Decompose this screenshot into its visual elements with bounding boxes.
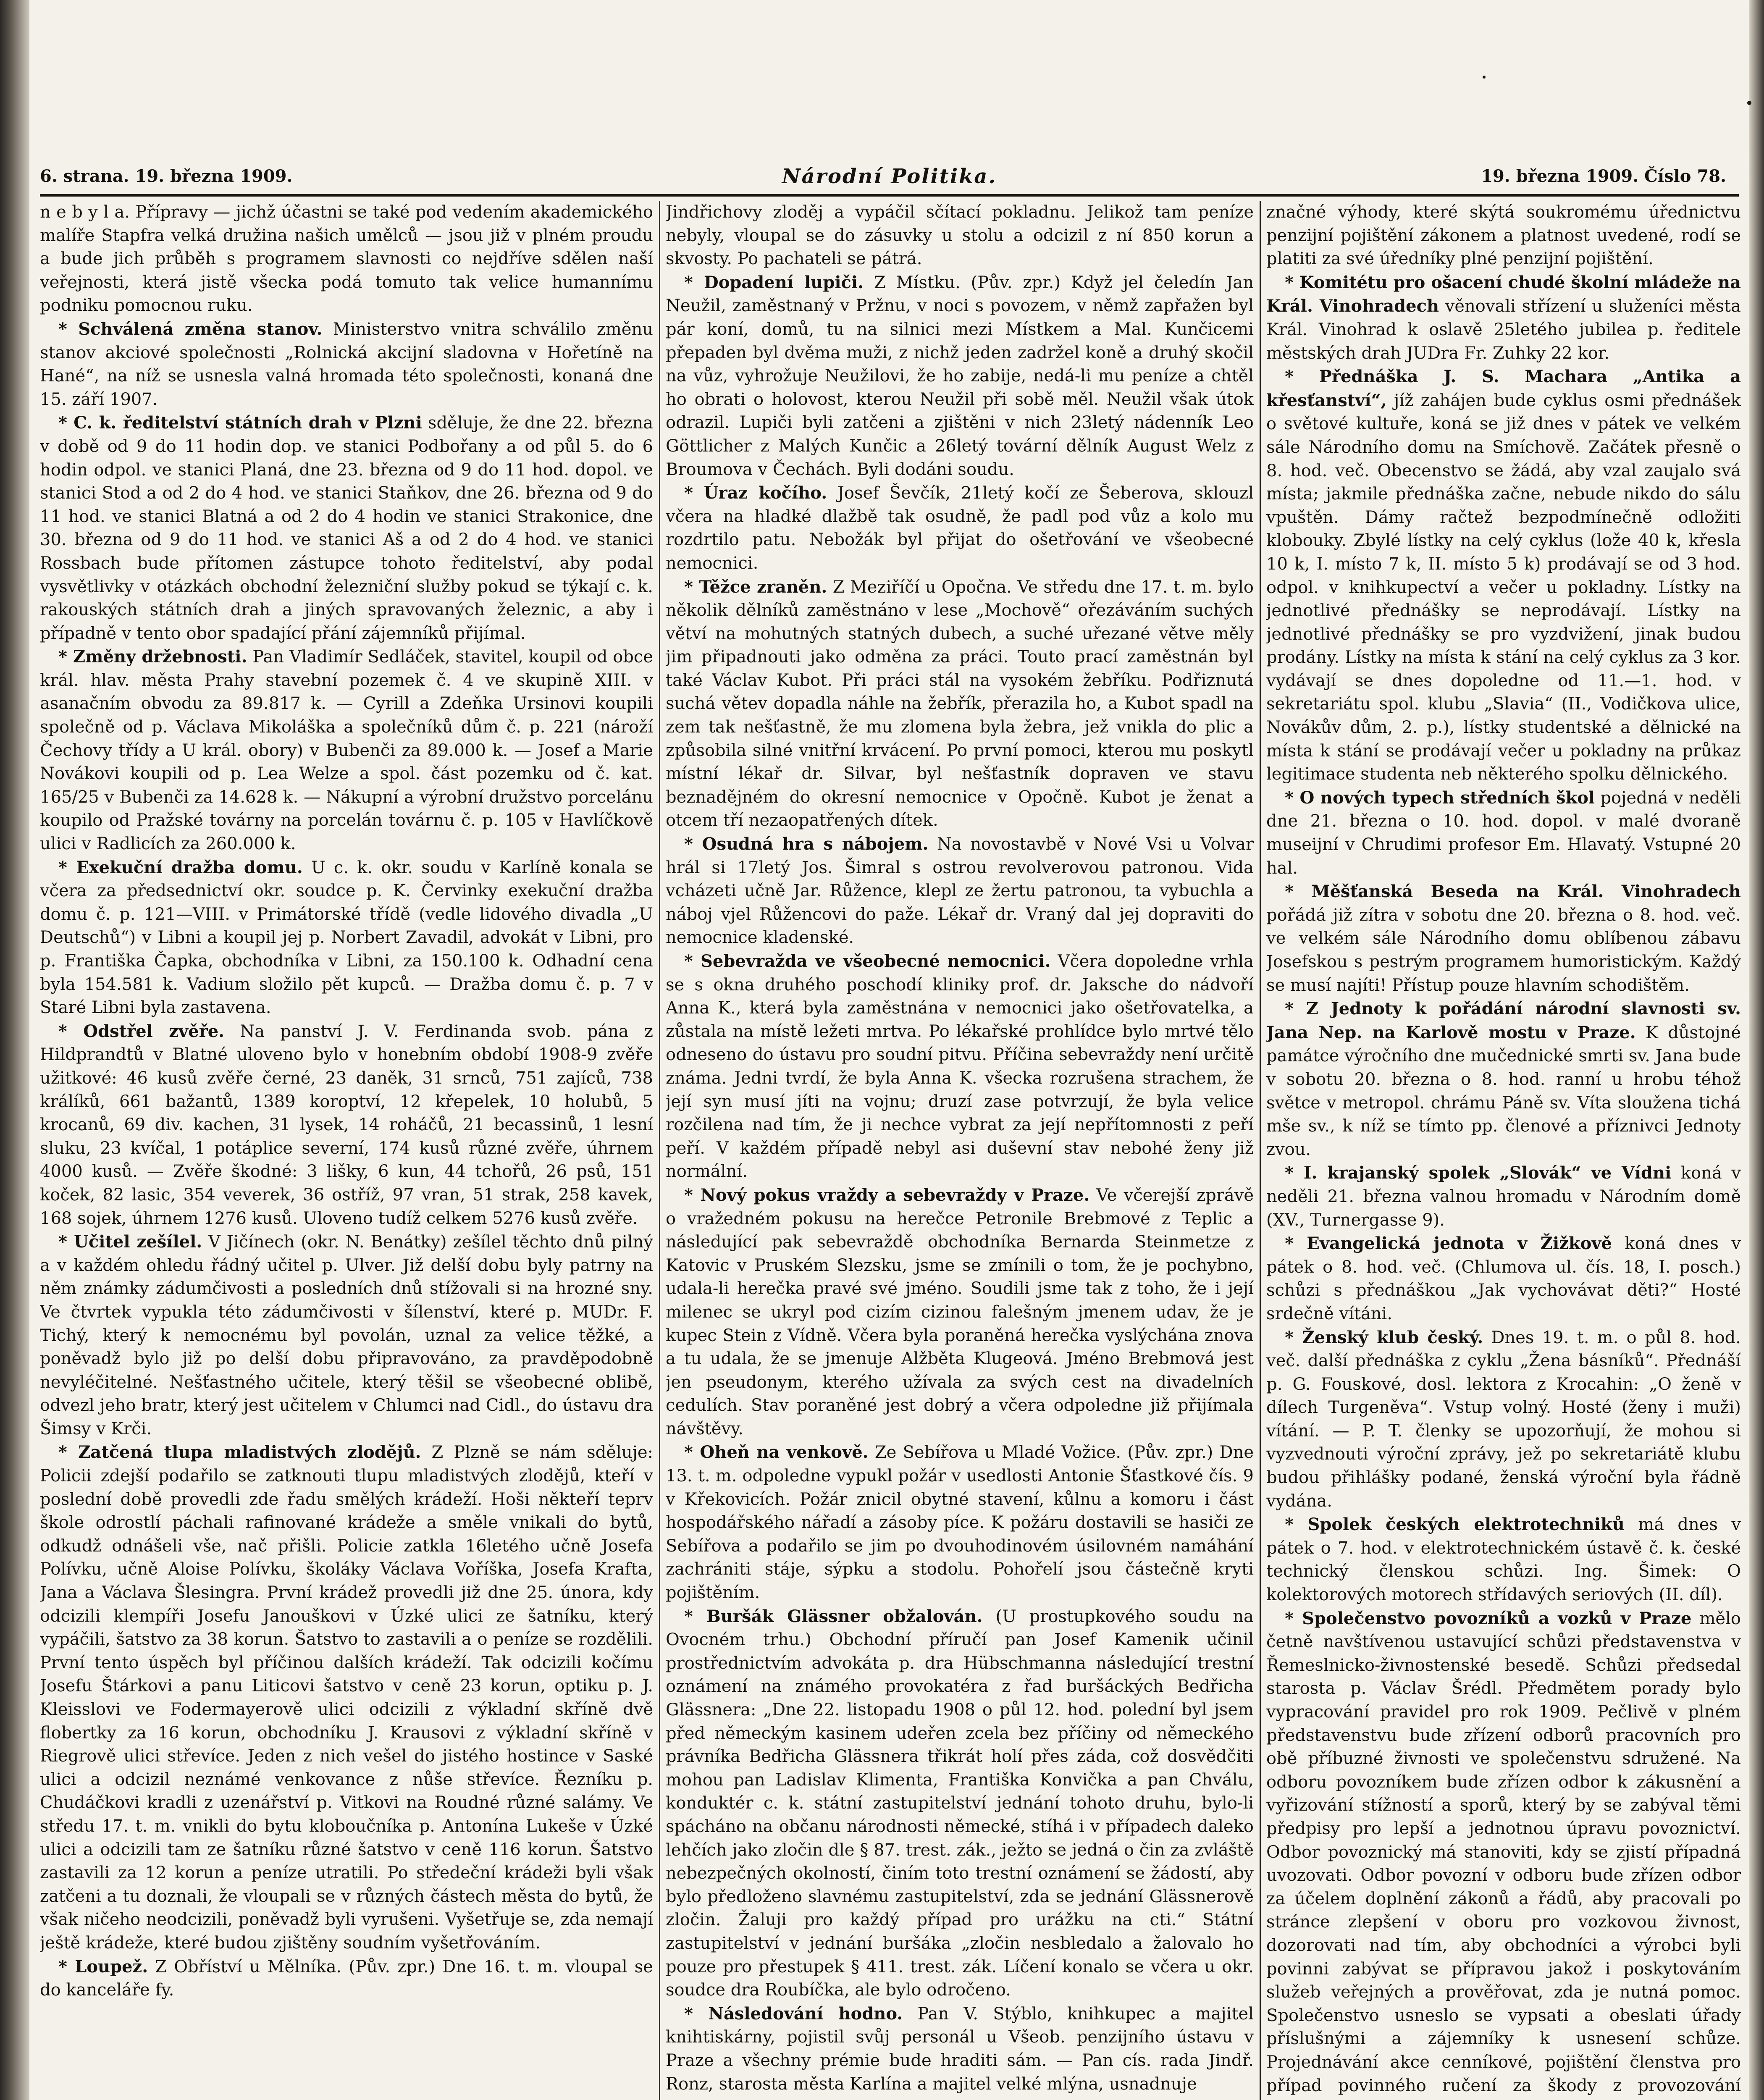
article-paragraph bbox=[40, 1955, 653, 2002]
article-paragraph bbox=[666, 575, 1254, 833]
article-text: Z Plzně se nám sděluje: Policii zdejší podařilo se zatknouti tlupu mladistvých zlodějů, kteří v poslední době provedli zde řadu smělých krádeží. Hoši někteří teprv škole odrostlí páchali rafinované krádeže a směle vnikali do bytů, odkudž odnášeli vše, nač přišli. Policie zatkla 16letého učně Josefa Polívku, učně Aloise Polívku, školáky Václava Voříška, Josefa Krafta, Jana a Václava Šlesingra. První krádež provedli již dne 25. února, kdy odcizili klempíři Josefu Janouškovi v Úzké ulici ze šatníku, který vypáčili, šatstvo za 38 korun. Šatstvo to zastavili a o peníze se rozdělili. První tento úspěch byl příčinou dalších krádeží. Tak odcizili kočímu Josefu Štárkovi a panu Liticovi šatstvo v ceně 23 korun, optiku p. J. Kleisslovi ve Fodermayerově ulici odcizili z výkladní skříně dvě flobertky za 16 korun, obchodníku J. Krausovi z výkladní skříně v Riegrově ulici střevíce. Jeden z nich vešel do jistého hostince v Saské ulici a odcizil neznámé venkovance z nůše střevíce. Řezníku p. Chudáčkovi kradli z uzenářství p. Vitkovi na Roudné různé salámy. Ve středu 17. t. m. vnikli do bytu kloboučníka p. Antonína Lukeše v Úzké ulici a odcizili tam ze šatníku různé šatstvo v ceně 116 korun. Šatstvo zastavili za 12 korun a peníze utratili. Po středeční krádeži byli však zatčeni a tu doznali, že vloupali se v různých částech města do bytů, že však ničeho neodcizili, poněvadž byli vyrušeni. Vyšetřuje se, zda nemají ještě krádeže, které budou zjištěny soudním vyšetřováním. bbox=[40, 1443, 653, 1953]
article-text: Z Obříství u Mělníka. (Pův. zpr.) Dne 16. t. m. vloupal se do kanceláře fy. bbox=[40, 1957, 653, 2000]
article-paragraph bbox=[1266, 1513, 1741, 1606]
article-paragraph bbox=[1266, 997, 1741, 1161]
article-headline: * Osudná hra s nábojem. bbox=[684, 834, 929, 854]
article-paragraph bbox=[666, 832, 1254, 950]
column-1 bbox=[40, 201, 653, 2100]
article-headline: * Těžce zraněn. bbox=[684, 577, 827, 597]
article-paragraph bbox=[40, 1230, 653, 1441]
article-text: koná v neděli 21. března valnou hromadu v Národním domě (XV., Turnergasse 9). bbox=[1266, 1163, 1741, 1230]
article-text: sděluje, že dne 22. března v době od 9 do 11 hodin dop. ve stanici Podbořany a od půl 5. do 6 hodin odpol. ve stanici Planá, dne 23. března od 9 do 11 hod. dopol. ve stanici Stod a od 2 do 4 hod. ve stanici Staňkov, dne 26. března od 9 do 11 hod. ve stanici Blatná a od 2 do 4 hodin ve stanici Strakonice, dne 30. března od 9 do 11 hod. ve stanici Aš a od 2 do 4 hod. ve stanici Rossbach bude přítomen zástupce tohoto ředitelství, aby podal vysvětlivky v otázkách obchodní železniční služby pokud se týkají c. k. rakouských státních drah a jiných spravovaných železnic, a aby i případně v tento obor spadající přání zájemníků přijímal. bbox=[40, 413, 653, 643]
article-headline: * Nový pokus vraždy a sebevraždy v Praze. bbox=[684, 1185, 1090, 1205]
header-issue-number: 19. března 1909. Číslo 78. bbox=[1481, 166, 1726, 186]
article-headline: * Spolek českých elektrotechniků bbox=[1285, 1515, 1625, 1535]
article-text: Pan Vladimír Sedláček, stavitel, koupil od obce král. hlav. města Prahy stavební pozemek č. 4 ve skupině XIII. v asanačním obvodu za 89.817 k. — Cyrill a Zdeňka Ursinovi koupili společně od p. Václava Mikoláška a společníků dům č. p. 221 (nároží Čechovy třídy a U král. obory) v Bubenči za 89.000 k. — Josef a Marie Novákovi koupili od p. Lea Welze a spol. část pozemku od č. kat. 165/25 v Bubenči za 14.628 k. — Nákupní a výrobní družstvo porcelánu koupilo od Pražské továrny na porcelán továrnu č. p. 105 v Havlíčkově ulici v Radlicích za 260.000 k. bbox=[40, 647, 653, 854]
article-paragraph bbox=[666, 271, 1254, 481]
scan-left-edge bbox=[0, 0, 29, 2100]
article-paragraph bbox=[666, 201, 1254, 271]
article-text: Včera dopoledne vrhla se s okna druhého poschodí kliniky prof. dr. Jaksche do nádvoří Anna K., která byla zaměstnána v nemocnici jako ošetřovatelka, a zůstala na místě ležeti mrtva. Po lékařské prohlídce bylo mrtvé tělo odneseno do ústavu pro soudní pitvu. Příčina sebevraždy není určitě známa. Jedni tvrdí, že byla Anna K. všecka rozrušena strachem, že její syn musí jíti na vojnu; druzí zase potvrzují, že byla velice rozčilena nad tím, že ji nechce vybrat za její nepřítomnosti z peří peří. V každém případě nebyl asi duševní stav nebohé ženy již normální. bbox=[666, 952, 1254, 1181]
article-text: značné výhody, které skýtá soukromému úřednictvu penzijní pojištění zákonem a platnost uvedené, rodí se platiti za své úředníky plné penzijní pojištění. bbox=[1266, 202, 1741, 269]
column-2 bbox=[666, 201, 1254, 2100]
article-text: Z Meziříčí u Opočna. Ve středu dne 17. t. m. bylo několik dělníků zaměstnáno v lese „Mochově“ ořezáváním suchých větví na mohutných statných dubech, a suché uřezané větve měly jim připadnouti jako odměna za práci. Touto prací zaměstnán byl také Václav Kubot. Při práci stál na vysokém žebříku. Podřiznutá suchá větev dopadla náhle na žebřík, přerazila ho, a Kubot spadl na zem tak nešťastně, že mu zlomena byla žebra, jež vnikla do plic a způsobila silné vnitřní krvácení. Po první pomoci, kterou mu poskytl místní lékař dr. Silvar, byl nešťastník dopraven ve stavu beznadějném do okresní nemocnice v Opočně. Kubot je ženat a otcem tří nezaopatřených dítek. bbox=[666, 577, 1254, 830]
article-text: Dnes 19. t. m. o půl 8. hod. več. další přednáška z cyklu „Žena básníků“. Přednáší p. G. Fouskové, dosl. lektora z Krocahin: „O ženě v dílech Turgeněva“. Vstup volný. Hosté (ženy i muži) vítání. — P. T. členky se upozorňují, že mohou si vyzvednouti výroční zprávy, jež po sekretariátě klubu budou přihlášky podané, ženská výroční byla řádně vydána. bbox=[1266, 1328, 1741, 1511]
article-paragraph bbox=[666, 1605, 1254, 2002]
article-text: koná dnes v pátek o 8. hod. več. (Chlumova ul. čís. 18, I. posch.) schůzi s přednáškou „Jak vychovávat děti?“ Hosté srdečně vítáni. bbox=[1266, 1234, 1741, 1323]
article-headline: * Loupež. bbox=[58, 1956, 148, 1977]
scan-speck bbox=[1747, 101, 1751, 105]
article-paragraph bbox=[666, 1441, 1254, 1604]
article-paragraph bbox=[1266, 365, 1741, 786]
article-headline: * O nových typech středních škol bbox=[1285, 788, 1595, 808]
article-paragraph bbox=[40, 411, 653, 645]
article-text: (U prostupkového soudu na Ovocném trhu.) Obchodní příručí pan Josef Kamenik učinil prostřednictvím advokáta p. dra Hübschmanna následující trestní oznámení na známého provokatéra z řad buršáckých Bedřicha Glässnera: „Dne 22. listopadu 1908 o půl 12. hod. polední byl jsem před německým kasinem udeřen zcela bez příčiny od německého právníka Bedřicha Glässnera třikrát holí přes záda, což dosvědčiti mohou pan Ladislav Klimenta, Františka Konvička a pan Chválu, konduktér c. k. státní zastupitelství jednání tohoto druhu, bylo-li spácháno na občanu národnosti německé, stíhá i v případech daleko lehčích jako zločin dle § 87. trest. zák., ježto se jedná o čin za zvláště nebezpečných okolností, činím toto trestní oznámení se žádostí, aby bylo předloženo slavnému zastupitelství, zda se jednání Glässnerově zločin. Žaluji pro každý případ pro urážku na cti.“ Státní zastupitelství v jednání buršáka „zločin nesbledalo a žalovalo ho pouze pro přestupek § 411. trest. zák. Líčení konalo se včera u okr. soudce dra Roubíčka, ale bylo odročeno. bbox=[666, 1606, 1254, 2000]
article-headline: * Společenstvo povozníků a vozků v Praze bbox=[1285, 1608, 1692, 1628]
scan-speck bbox=[1483, 76, 1486, 79]
article-text: K důstojné památce výročního dne mučednické smrti sv. Jana bude v sobotu 20. března o 8. hod. ranní u hrobu téhož světce v metropol. chrámu Páně sv. Víta sloužena tichá mše sv., k níž se tímto pp. členové a příznivci Jednoty zvou. bbox=[1266, 1023, 1741, 1159]
article-text: Josef Ševčík, 21letý kočí ze Šeberova, sklouzl včera na hladké dlažbě tak osudně, že padl pod vůz a kolo mu rozdrtilo patu. Nebožák byl přijat do ošetřování ve všeobecné nemocnici. bbox=[666, 483, 1254, 573]
article-headline: * Ženský klub český. bbox=[1285, 1327, 1483, 1347]
article-paragraph bbox=[1266, 271, 1741, 365]
article-paragraph bbox=[1266, 880, 1741, 997]
article-headline: * Odstřel zvěře. bbox=[58, 1021, 225, 1041]
article-text: Ze Sebířova u Mladé Vožice. (Pův. zpr.) Dne 13. t. m. odpoledne vypukl požár v usedlosti Antonie Šťastkové čís. 9 v Křekovicích. Požár znicil obytné stavení, kůlnu a komoru i část hospodářského nářadí a zásoby píce. K požáru dostavili se hasiči ze Sebířova a podařilo se jim po dvouhodinovém úsilovném namáhání zachrániti stáje, sýpku a stodolu. Pohořelí jsou částečně kryti pojištěním. bbox=[666, 1443, 1254, 1603]
article-text: Na panství J. V. Ferdinanda svob. pána z Hildprandtů v Blatné uloveno bylo v honebním období 1908-9 zvěře užitkové: 46 kusů zvěře černé, 23 daněk, 31 srnců, 751 zajíců, 738 králíků, 661 bažantů, 1389 koroptví, 12 křepelek, 10 holubů, 5 krocanů, 69 div. kachen, 31 lysek, 14 roháčů, 21 becassinů, 1 lesní sluku, 23 kvíčal, 1 potáplice severní, 174 kusů různé zvěře, úhrnem 4000 kusů. — Zvěře škodné: 3 lišky, 6 kun, 44 tchořů, 26 psů, 151 koček, 82 lasic, 354 veverek, 36 ostříž, 97 vran, 51 strak, 258 kavek, 168 sojek, úhrnem 1276 kusů. Uloveno tudíž celkem 5276 kusů zvěře. bbox=[40, 1021, 653, 1228]
article-headline: * Evangelická jednota v Žižkově bbox=[1285, 1234, 1612, 1254]
article-paragraph bbox=[1266, 786, 1741, 880]
article-headline: * Schválená změna stanov. bbox=[58, 319, 323, 339]
article-headline: * Sebevražda ve všeobecné nemocnici. bbox=[684, 951, 1051, 971]
article-paragraph bbox=[40, 645, 653, 856]
article-headline: * Komitétu pro ošacení chudé školní mládeže na Král. Vinohradech bbox=[1266, 272, 1741, 316]
article-text: Z Místku. (Pův. zpr.) Když jel čeledín Jan Neužil, zaměstnaný v Pržnu, v noci s povozem, v němž zapřažen byl pár koní, domů, tu na silnici mezi Místkem a Mal. Kunčicemi přepaden byl dvěma muži, z nichž jeden zadržel koně a druhý skočil na vůz, vyhrožuje Neužilovi, že ho zabije, nedá-li mu peníze a chtěl ho obrati o holovost, kterou Neužil při sobě měl. Neužil však útok odrazil. Lupiči byli zatčeni a zjištěni v nich 23letý nádenník Leo Göttlicher z Malých Kunčic a 26letý tovární dělník August Welz z Broumova v Čechách. Byli dodáni soudu. bbox=[666, 273, 1254, 479]
article-columns bbox=[40, 201, 1741, 2100]
article-paragraph bbox=[40, 201, 653, 318]
article-paragraph bbox=[666, 481, 1254, 575]
column-divider bbox=[1260, 201, 1261, 2100]
article-text: má dnes v pátek o 7. hod. v elektrotechnickém ústavě č. k. české technický členskou schůzi. Ing. Šimek: O kolektorových motorech střídavých seriových (II. díl). bbox=[1266, 1515, 1741, 1605]
article-text: jíž zahájen bude cyklus osmi přednášek o světové kultuře, koná se již dnes v pátek ve velkém sále Národního domu na Smíchově. Začátek přesně o 8. hod. več. Obecenstvo se žádá, aby vzal zaujalo svá místa; jakmile přednáška začne, nebude nikdo do sálu vpuštěn. Dámy račtež bezpodmínečně odložiti klobouky. Zbylé lístky na celý cyklus (lože 40 k, křesla 10 k, I. místo 7 k, II. místo 5 k) prodávají se od 3 hod. odpol. v knihkupectví a večer u pokladny. Lístky na jednotlivé přednášky se neprodávají. Lístky na jednotlivé přednášky se pro vyzdvižení, jinak budou prodány. Lístky na místa k stání na celý cyklus za 3 kor. vydávají se dnes dopoledne od 11.—1. hod. v sekretariátu spol. klubu „Slavia“ (II., Vodičkova ulice, Novákův dům, 2. p.), lístky studentské a dělnické na místa k stání se prodávají večer u pokladny na průkaz legitimace studenta neb některého spolku dělnického. bbox=[1266, 391, 1741, 784]
article-text: Ve včerejší zprávě o vražedném pokusu na herečce Petronile Brebmové z Teplic a následující pak sebevraždě obchodníka Bernarda Steinmetze z Katovic v Pruském Slezsku, jsme se zmínili o tom, že je pochybno, udala-li herečka pravé své jméno. Soudili jsme tak z toho, že i její milenec se ukryl pod cizím cizinou falešným jmenem udav, že je kupec Stein z Vídně. Včera byla poraněná herečka vyslýchána znova a tu udala, že se jmenuje Alžběta Klugeová. Jméno Brebmová jest jen pseudonym, kterého užívala za svých cest na divadelních cedulích. Stav poraněné jest dobrý a včera odpoledne již přijímala návštěvy. bbox=[666, 1185, 1254, 1438]
article-headline: * C. k. ředitelství státních drah v Plzni bbox=[58, 413, 422, 433]
article-paragraph bbox=[40, 1441, 653, 1955]
article-headline: * Zatčená tlupa mladistvých zlodějů. bbox=[58, 1442, 421, 1462]
article-headline: * Dopadení lupiči. bbox=[684, 272, 864, 292]
header-page-date: 6. strana. 19. března 1909. bbox=[40, 166, 293, 186]
article-text: U c. k. okr. soudu v Karlíně konala se včera za předsednictví okr. soudce p. K. Červinky exekuční dražba domu č. p. 121—VIII. v Primátorské třídě (vedle lidového divadla „U Deutschů“) v Libni a koupil jej p. Norbert Zavadil, advokát v Libni, pro p. Františka Čapka, obchodníka v Libni, za 150.100 k. Odhadní cena byla 154.581 k. Vadium složilo pět kupců. — Dražba domu č. p. 7 v Staré Libni byla zastavena. bbox=[40, 858, 653, 1018]
article-paragraph bbox=[1266, 1607, 1741, 2100]
article-headline: * Úraz kočího. bbox=[684, 483, 827, 503]
article-headline: * Oheň na venkově. bbox=[684, 1442, 869, 1462]
article-paragraph bbox=[1266, 1161, 1741, 1232]
article-text: Na novostavbě v Nové Vsi u Volvar hrál si 17letý Jos. Šimral s ostrou revolverovou patronou. Vida vcházeti učně Jar. Růžence, klepl ze žertu patronou, ta vybuchla a náboj vjel Růžencovi do paže. Lékař dr. Vraný dal jej dopraviti do nemocnice kladenské. bbox=[666, 835, 1254, 948]
column-3 bbox=[1266, 201, 1741, 2100]
article-paragraph bbox=[1266, 1232, 1741, 1326]
article-text: Pan V. Stýblo, knihkupec a majitel knihtiskárny, pojistil svůj personál u Všeob. penzijního ústavu v Praze a všechny prémie bude hraditi sám. — Pan cís. rada Jindř. Ronz, starosta města Karlína a majitel velké mlýna, usnadnuje bbox=[666, 2004, 1254, 2094]
article-headline: * Změny držebnosti. bbox=[58, 647, 247, 667]
article-headline: * Měšťanská Beseda na Král. Vinohradech bbox=[1285, 882, 1741, 902]
article-text: n e b y l a. Přípravy — jichž účastni se také pod vedením akademického malíře Stapfra velká družina našich umělců — jsou již v plném proudu a bude jich průběh s programem slavnosti co nejdříve sdělen naší veřejnosti, která jistě všecka podá tomuto tak velice humannímu podniku pomocnou ruku. bbox=[40, 202, 653, 315]
scan-right-edge bbox=[1749, 0, 1764, 2100]
article-paragraph bbox=[40, 1020, 653, 1230]
article-text: mělo četně navštívenou ustavující schůzi představenstva v Řemeslnicko-živnostenské besedě. Schůzi předsedal starosta p. Václav Šrédl. Předmětem porady bylo vypracování pravidel pro rok 1909. Pečlivě v plném představenstvu bude zřízení odborů pracovních pro obě příbuzné živnosti ve společenstvu sdružené. Na odboru povozníkem bude zřízen odbor k zákusnění a vyřizování stížností a sporů, který by se zabýval těmi předpisy pro lepší a jednotnou úpravu povoznictví. Odbor povoznický má stanoviti, kdy se zjistí případná uvozovati. Odbor povozní v odboru bude zřízen odbor za účelem doplnění zákonů a řádů, aby pracovali po stránce zlepšení v oboru pro vozkovou živnost, dozorovati nad tím, aby obchodníci a výrobci byli povinni zabývat se přípravou jakož i poskytováním služeb veřejných a prověřovat, zda je nutná pomoc. Společenstvo usneslo se vypsati a obeslati úřady příslušnými a zájemníky k usnesení schůze. Projednávání akce cenníkové, pojištění členstva pro případ povinného ručení za škody z provozování bbox=[1266, 1609, 1741, 2095]
article-paragraph bbox=[1266, 201, 1741, 271]
article-text: věnovali střízení u služeníci města Král. Vinohrad k oslavě 25letého jubilea p. ředitele městských drah JUDra Fr. Zuhky 22 kor. bbox=[1266, 297, 1741, 363]
article-headline: * I. krajanský spolek „Slovák“ ve Vídni bbox=[1285, 1163, 1672, 1183]
article-text: pojedná v neděli dne 21. března o 10. hod. dopol. v malé dvoraně museijní v Chrudimi profesor Em. Hlavatý. Vstupné 20 hal. bbox=[1266, 788, 1741, 878]
article-headline: * Přednáška J. S. Machara „Antika a křesťanství“, bbox=[1266, 367, 1741, 410]
article-text: Ministerstvo vnitra schválilo změnu stanov akciové společnosti „Rolnická akcijní sladovna v Hořetíně na Hané“, na níž se usnesla valná hromada této společnosti, konaná dne 15. září 1907. bbox=[40, 319, 653, 409]
column-divider bbox=[659, 201, 660, 2100]
article-paragraph bbox=[666, 1184, 1254, 1441]
header-rule bbox=[40, 194, 1739, 197]
article-text: V Jičínech (okr. N. Benátky) zešílel těchto dnů pilný a v každém ohledu řádný učitel p. Ulver. Již delší dobu byly patrny na něm známky zádumčivosti a posledních dnů stížovali si na hrozné sny. Ve čtvrtek vypukla této zádumčivosti v šílenství, které p. MUDr. F. Tichý, který k nemocnému byl povolán, uznal za velice těžké, a poněvadž bylo již po delší dobu připravováno, za pravděpodobně nevyléčitelné. Nešťastného učitele, který těšil se všeobecné oblibě, odvezl jeho bratr, který jest učitelem v Chlumci nad Cidl., do ústavu dra Šimsy v Krči. bbox=[40, 1232, 653, 1438]
article-headline: * Buršák Glässner obžalován. bbox=[684, 1606, 983, 1626]
article-paragraph bbox=[1266, 1326, 1741, 1513]
article-headline: * Následování hodno. bbox=[684, 2003, 903, 2024]
article-headline: * Z Jednoty k pořádání národní slavnosti sv. Jana Nep. na Karlově mostu v Praze. bbox=[1266, 999, 1741, 1042]
article-headline: * Exekuční dražba domu. bbox=[58, 857, 303, 877]
article-paragraph bbox=[666, 2002, 1254, 2096]
masthead-title: Národní Politika. bbox=[782, 165, 997, 188]
article-text: Jindřichovy zloděj a vypáčil sčítací pokladnu. Jelikož tam peníze nebyly, vloupal se do zásuvky u stolu a odcizil z ní 850 korun a skvosty. Po pachateli se pátrá. bbox=[666, 202, 1254, 269]
article-text: pořádá již zítra v sobotu dne 20. března o 8. hod. več. ve velkém sále Národního domu oblíbenou zábavu Josefskou s pestrým programem humoristickým. Každý se musí najíti! Přístup pouze hlavním schodištěm. bbox=[1266, 905, 1741, 995]
page-header bbox=[40, 162, 1739, 191]
article-headline: * Učitel zešílel. bbox=[58, 1232, 202, 1252]
article-paragraph bbox=[40, 318, 653, 411]
article-paragraph bbox=[40, 856, 653, 1020]
article-paragraph bbox=[666, 950, 1254, 1184]
